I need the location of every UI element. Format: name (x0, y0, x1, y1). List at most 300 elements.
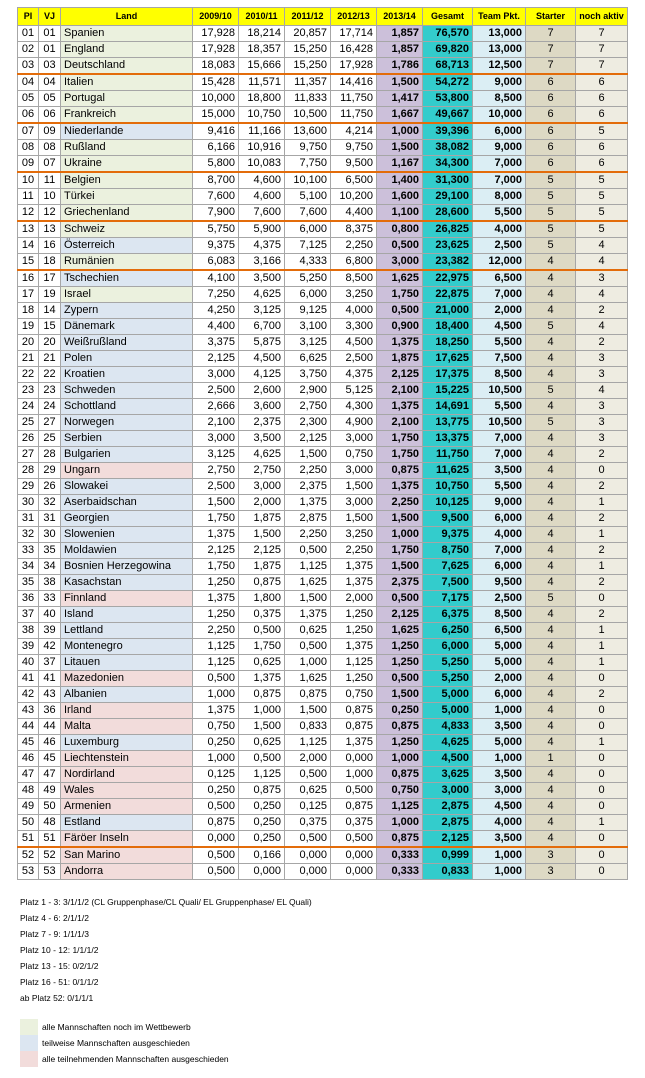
cell-land: Färöer Inseln (61, 831, 193, 848)
table-row (18, 399, 628, 415)
cell-gesamt: 76,570 (423, 26, 473, 42)
cell-pl: 11 (18, 189, 39, 205)
cell-2012-13: 4,400 (331, 205, 377, 222)
cell-2013-14: 1,375 (377, 399, 423, 415)
cell-pl: 05 (18, 91, 39, 107)
cell-2013-14: 1,667 (377, 107, 423, 124)
cell-pl: 33 (18, 543, 39, 559)
cell-2013-14: 1,100 (377, 205, 423, 222)
cell-2010-11: 3,125 (239, 303, 285, 319)
cell-2012-13: 11,750 (331, 91, 377, 107)
cell-land: Portugal (61, 91, 193, 107)
cell-2009-10: 17,928 (193, 26, 239, 42)
cell-starter: 4 (526, 575, 576, 591)
cell-2012-13: 0,500 (331, 783, 377, 799)
col-header-2010-11: 2010/11 (239, 8, 285, 26)
cell-vj: 18 (39, 254, 61, 271)
cell-vj: 38 (39, 575, 61, 591)
cell-team-pkt: 7,000 (473, 543, 526, 559)
cell-noch-aktiv: 0 (576, 864, 628, 880)
cell-2013-14: 1,400 (377, 172, 423, 189)
cell-vj: 48 (39, 815, 61, 831)
cell-land: Finnland (61, 591, 193, 607)
cell-vj: 05 (39, 91, 61, 107)
cell-2009-10: 10,000 (193, 91, 239, 107)
cell-2012-13: 9,500 (331, 156, 377, 173)
cell-vj: 43 (39, 687, 61, 703)
cell-2010-11: 2,375 (239, 415, 285, 431)
cell-2010-11: 5,900 (239, 221, 285, 238)
cell-noch-aktiv: 2 (576, 607, 628, 623)
cell-noch-aktiv: 1 (576, 527, 628, 543)
table-row (18, 511, 628, 527)
cell-starter: 4 (526, 367, 576, 383)
legend-item (20, 1019, 229, 1035)
cell-land: Schottland (61, 399, 193, 415)
cell-noch-aktiv: 2 (576, 511, 628, 527)
cell-starter: 3 (526, 864, 576, 880)
cell-vj: 37 (39, 655, 61, 671)
col-header-2012-13: 2012/13 (331, 8, 377, 26)
cell-team-pkt: 4,500 (473, 799, 526, 815)
cell-team-pkt: 3,000 (473, 783, 526, 799)
cell-2010-11: 18,800 (239, 91, 285, 107)
col-header-gesamt: Gesamt (423, 8, 473, 26)
cell-2011-12: 7,600 (285, 205, 331, 222)
cell-2009-10: 0,125 (193, 767, 239, 783)
cell-2012-13: 1,375 (331, 559, 377, 575)
cell-2009-10: 15,428 (193, 74, 239, 91)
cell-2009-10: 0,250 (193, 783, 239, 799)
cell-pl: 21 (18, 351, 39, 367)
cell-gesamt: 26,825 (423, 221, 473, 238)
cell-vj: 08 (39, 140, 61, 156)
cell-2010-11: 18,357 (239, 42, 285, 58)
cell-2009-10: 2,250 (193, 623, 239, 639)
cell-team-pkt: 3,500 (473, 767, 526, 783)
cell-noch-aktiv: 6 (576, 74, 628, 91)
col-header-team-pkt: Team Pkt. (473, 8, 526, 26)
cell-gesamt: 2,875 (423, 815, 473, 831)
legend-swatch (20, 1035, 38, 1051)
cell-2013-14: 0,875 (377, 719, 423, 735)
cell-2013-14: 1,750 (377, 543, 423, 559)
cell-2009-10: 9,375 (193, 238, 239, 254)
legend-swatch (20, 1019, 38, 1035)
cell-starter: 4 (526, 607, 576, 623)
table-row (18, 703, 628, 719)
cell-land: Zypern (61, 303, 193, 319)
table-row (18, 559, 628, 575)
cell-gesamt: 10,750 (423, 479, 473, 495)
cell-vj: 24 (39, 399, 61, 415)
cell-team-pkt: 6,000 (473, 687, 526, 703)
cell-2009-10: 3,000 (193, 367, 239, 383)
cell-gesamt: 4,625 (423, 735, 473, 751)
cell-land: Spanien (61, 26, 193, 42)
cell-2009-10: 2,666 (193, 399, 239, 415)
cell-noch-aktiv: 4 (576, 287, 628, 303)
cell-2012-13: 4,500 (331, 335, 377, 351)
col-header-vj: VJ (39, 8, 61, 26)
cell-vj: 12 (39, 205, 61, 222)
cell-2011-12: 2,250 (285, 527, 331, 543)
col-header-2011-12: 2011/12 (285, 8, 331, 26)
cell-pl: 19 (18, 319, 39, 335)
cell-pl: 52 (18, 847, 39, 864)
cell-noch-aktiv: 1 (576, 655, 628, 671)
cell-2012-13: 16,428 (331, 42, 377, 58)
cell-land: Tschechien (61, 270, 193, 287)
cell-2012-13: 1,375 (331, 639, 377, 655)
table-row (18, 495, 628, 511)
cell-2012-13: 17,928 (331, 58, 377, 75)
cell-2009-10: 9,416 (193, 123, 239, 140)
cell-2011-12: 5,250 (285, 270, 331, 287)
cell-2009-10: 1,500 (193, 495, 239, 511)
cell-starter: 4 (526, 815, 576, 831)
cell-team-pkt: 6,000 (473, 511, 526, 527)
cell-land: Ukraine (61, 156, 193, 173)
cell-team-pkt: 8,500 (473, 607, 526, 623)
cell-vj: 25 (39, 431, 61, 447)
cell-2011-12: 1,125 (285, 559, 331, 575)
cell-land: Belgien (61, 172, 193, 189)
cell-team-pkt: 13,000 (473, 26, 526, 42)
cell-noch-aktiv: 0 (576, 591, 628, 607)
cell-pl: 31 (18, 511, 39, 527)
cell-2010-11: 4,375 (239, 238, 285, 254)
cell-2009-10: 1,125 (193, 655, 239, 671)
cell-pl: 30 (18, 495, 39, 511)
cell-2009-10: 2,100 (193, 415, 239, 431)
cell-noch-aktiv: 6 (576, 91, 628, 107)
cell-2011-12: 0,625 (285, 623, 331, 639)
cell-vj: 16 (39, 238, 61, 254)
cell-pl: 28 (18, 463, 39, 479)
cell-land: Albanien (61, 687, 193, 703)
cell-team-pkt: 12,000 (473, 254, 526, 271)
note-line: Platz 4 - 6: 2/1/1/2 (20, 913, 89, 923)
cell-noch-aktiv: 5 (576, 189, 628, 205)
cell-noch-aktiv: 3 (576, 367, 628, 383)
cell-land: Irland (61, 703, 193, 719)
cell-2013-14: 1,750 (377, 431, 423, 447)
cell-land: Frankreich (61, 107, 193, 124)
cell-2010-11: 2,000 (239, 495, 285, 511)
cell-vj: 26 (39, 479, 61, 495)
cell-team-pkt: 10,000 (473, 107, 526, 124)
cell-2012-13: 1,375 (331, 575, 377, 591)
cell-vj: 39 (39, 623, 61, 639)
table-row (18, 751, 628, 767)
cell-2011-12: 7,125 (285, 238, 331, 254)
cell-2009-10: 5,800 (193, 156, 239, 173)
cell-noch-aktiv: 3 (576, 415, 628, 431)
cell-2011-12: 1,625 (285, 575, 331, 591)
cell-gesamt: 15,225 (423, 383, 473, 399)
cell-pl: 07 (18, 123, 39, 140)
cell-2009-10: 2,750 (193, 463, 239, 479)
cell-2010-11: 4,600 (239, 189, 285, 205)
table-row (18, 591, 628, 607)
cell-gesamt: 23,625 (423, 238, 473, 254)
cell-2011-12: 13,600 (285, 123, 331, 140)
cell-gesamt: 3,000 (423, 783, 473, 799)
cell-noch-aktiv: 3 (576, 270, 628, 287)
cell-2010-11: 0,250 (239, 831, 285, 848)
cell-2012-13: 1,250 (331, 623, 377, 639)
cell-vj: 50 (39, 799, 61, 815)
cell-vj: 40 (39, 607, 61, 623)
cell-vj: 19 (39, 287, 61, 303)
cell-2009-10: 1,250 (193, 575, 239, 591)
cell-pl: 10 (18, 172, 39, 189)
cell-2011-12: 6,625 (285, 351, 331, 367)
cell-2010-11: 10,916 (239, 140, 285, 156)
cell-2009-10: 7,900 (193, 205, 239, 222)
cell-team-pkt: 1,000 (473, 703, 526, 719)
table-row (18, 607, 628, 623)
cell-2012-13: 1,500 (331, 479, 377, 495)
cell-vj: 23 (39, 383, 61, 399)
cell-land: Schweden (61, 383, 193, 399)
cell-starter: 3 (526, 847, 576, 864)
cell-vj: 47 (39, 767, 61, 783)
cell-gesamt: 6,000 (423, 639, 473, 655)
cell-team-pkt: 8,500 (473, 367, 526, 383)
cell-2012-13: 3,000 (331, 431, 377, 447)
cell-2011-12: 2,750 (285, 399, 331, 415)
cell-2012-13: 4,375 (331, 367, 377, 383)
cell-2013-14: 1,250 (377, 655, 423, 671)
cell-2010-11: 0,625 (239, 655, 285, 671)
cell-land: Dänemark (61, 319, 193, 335)
cell-pl: 40 (18, 655, 39, 671)
cell-pl: 43 (18, 703, 39, 719)
cell-gesamt: 38,082 (423, 140, 473, 156)
cell-2010-11: 1,750 (239, 639, 285, 655)
cell-2011-12: 5,100 (285, 189, 331, 205)
cell-noch-aktiv: 7 (576, 58, 628, 75)
cell-2009-10: 1,375 (193, 703, 239, 719)
cell-gesamt: 10,125 (423, 495, 473, 511)
table-row (18, 783, 628, 799)
cell-2011-12: 1,500 (285, 447, 331, 463)
cell-starter: 4 (526, 719, 576, 735)
cell-2009-10: 6,083 (193, 254, 239, 271)
cell-gesamt: 31,300 (423, 172, 473, 189)
cell-2010-11: 10,083 (239, 156, 285, 173)
cell-team-pkt: 9,500 (473, 575, 526, 591)
cell-2011-12: 0,000 (285, 847, 331, 864)
table-row (18, 735, 628, 751)
cell-2011-12: 1,125 (285, 735, 331, 751)
table-row (18, 639, 628, 655)
cell-team-pkt: 10,500 (473, 383, 526, 399)
table-row (18, 687, 628, 703)
table-row (18, 335, 628, 351)
cell-2013-14: 0,500 (377, 238, 423, 254)
cell-2013-14: 1,000 (377, 527, 423, 543)
cell-team-pkt: 1,000 (473, 864, 526, 880)
cell-pl: 35 (18, 575, 39, 591)
cell-land: Lettland (61, 623, 193, 639)
cell-noch-aktiv: 4 (576, 254, 628, 271)
cell-2013-14: 1,000 (377, 123, 423, 140)
cell-starter: 4 (526, 270, 576, 287)
cell-pl: 42 (18, 687, 39, 703)
cell-vj: 13 (39, 221, 61, 238)
cell-2012-13: 1,500 (331, 511, 377, 527)
cell-vj: 31 (39, 511, 61, 527)
cell-2009-10: 5,750 (193, 221, 239, 238)
cell-2010-11: 0,875 (239, 783, 285, 799)
cell-2010-11: 18,214 (239, 26, 285, 42)
cell-noch-aktiv: 2 (576, 479, 628, 495)
cell-team-pkt: 3,500 (473, 719, 526, 735)
cell-2012-13: 0,875 (331, 703, 377, 719)
cell-gesamt: 0,833 (423, 864, 473, 880)
cell-team-pkt: 7,000 (473, 172, 526, 189)
cell-land: Moldawien (61, 543, 193, 559)
cell-land: Rumänien (61, 254, 193, 271)
cell-land: Schweiz (61, 221, 193, 238)
cell-2012-13: 4,000 (331, 303, 377, 319)
cell-2010-11: 5,875 (239, 335, 285, 351)
cell-2010-11: 1,875 (239, 511, 285, 527)
cell-noch-aktiv: 6 (576, 140, 628, 156)
cell-starter: 4 (526, 799, 576, 815)
cell-team-pkt: 3,500 (473, 831, 526, 848)
cell-pl: 50 (18, 815, 39, 831)
cell-2013-14: 1,375 (377, 335, 423, 351)
cell-noch-aktiv: 0 (576, 751, 628, 767)
cell-vj: 17 (39, 270, 61, 287)
cell-land: Nordirland (61, 767, 193, 783)
cell-2010-11: 4,500 (239, 351, 285, 367)
cell-2009-10: 2,125 (193, 543, 239, 559)
col-header-2013-14: 2013/14 (377, 8, 423, 26)
cell-noch-aktiv: 2 (576, 543, 628, 559)
cell-2013-14: 1,500 (377, 511, 423, 527)
cell-noch-aktiv: 4 (576, 319, 628, 335)
cell-vj: 53 (39, 864, 61, 880)
cell-starter: 6 (526, 107, 576, 124)
cell-gesamt: 22,975 (423, 270, 473, 287)
cell-noch-aktiv: 1 (576, 735, 628, 751)
cell-2011-12: 1,500 (285, 591, 331, 607)
cell-2013-14: 1,786 (377, 58, 423, 75)
cell-gesamt: 14,691 (423, 399, 473, 415)
cell-noch-aktiv: 5 (576, 221, 628, 238)
cell-2010-11: 0,875 (239, 575, 285, 591)
cell-2013-14: 1,250 (377, 735, 423, 751)
cell-2009-10: 18,083 (193, 58, 239, 75)
table-row (18, 767, 628, 783)
cell-noch-aktiv: 4 (576, 383, 628, 399)
cell-gesamt: 22,875 (423, 287, 473, 303)
cell-2010-11: 0,000 (239, 864, 285, 880)
cell-2013-14: 1,857 (377, 42, 423, 58)
cell-gesamt: 49,667 (423, 107, 473, 124)
table-row (18, 415, 628, 431)
cell-starter: 4 (526, 671, 576, 687)
note-line: Platz 13 - 15: 0/2/1/2 (20, 961, 99, 971)
cell-vj: 30 (39, 527, 61, 543)
cell-starter: 4 (526, 703, 576, 719)
cell-land: Bulgarien (61, 447, 193, 463)
cell-starter: 4 (526, 687, 576, 703)
cell-pl: 22 (18, 367, 39, 383)
cell-2012-13: 2,000 (331, 591, 377, 607)
cell-land: Deutschland (61, 58, 193, 75)
cell-starter: 5 (526, 205, 576, 222)
cell-noch-aktiv: 2 (576, 447, 628, 463)
cell-starter: 6 (526, 91, 576, 107)
cell-pl: 20 (18, 335, 39, 351)
table-row (18, 847, 628, 864)
cell-starter: 6 (526, 140, 576, 156)
cell-2011-12: 2,125 (285, 431, 331, 447)
cell-2012-13: 0,500 (331, 831, 377, 848)
cell-2013-14: 1,625 (377, 270, 423, 287)
cell-pl: 12 (18, 205, 39, 222)
cell-gesamt: 5,250 (423, 671, 473, 687)
cell-starter: 4 (526, 495, 576, 511)
cell-starter: 4 (526, 463, 576, 479)
table-row (18, 479, 628, 495)
cell-2013-14: 1,500 (377, 559, 423, 575)
cell-noch-aktiv: 7 (576, 42, 628, 58)
cell-2013-14: 1,750 (377, 287, 423, 303)
cell-starter: 7 (526, 58, 576, 75)
cell-2012-13: 0,000 (331, 751, 377, 767)
cell-2010-11: 6,700 (239, 319, 285, 335)
cell-2012-13: 2,500 (331, 351, 377, 367)
cell-2011-12: 1,375 (285, 607, 331, 623)
cell-2009-10: 4,400 (193, 319, 239, 335)
cell-2011-12: 1,000 (285, 655, 331, 671)
cell-pl: 15 (18, 254, 39, 271)
cell-noch-aktiv: 2 (576, 335, 628, 351)
cell-team-pkt: 2,500 (473, 591, 526, 607)
cell-noch-aktiv: 4 (576, 238, 628, 254)
table-row (18, 205, 628, 222)
cell-2011-12: 11,833 (285, 91, 331, 107)
cell-starter: 5 (526, 591, 576, 607)
table-row (18, 91, 628, 107)
cell-vj: 01 (39, 26, 61, 42)
cell-pl: 08 (18, 140, 39, 156)
cell-2013-14: 1,250 (377, 639, 423, 655)
cell-land: Litauen (61, 655, 193, 671)
cell-land: Bosnien Herzegowina (61, 559, 193, 575)
cell-team-pkt: 7,000 (473, 447, 526, 463)
legend-label: alle teilnehmenden Mannschaften ausgeschieden (42, 1054, 229, 1064)
cell-2011-12: 10,500 (285, 107, 331, 124)
cell-2009-10: 3,375 (193, 335, 239, 351)
cell-starter: 4 (526, 303, 576, 319)
cell-vj: 01 (39, 42, 61, 58)
legend-label: alle Mannschaften noch im Wettbewerb (42, 1022, 191, 1032)
cell-gesamt: 7,625 (423, 559, 473, 575)
cell-land: Slowenien (61, 527, 193, 543)
cell-2010-11: 0,250 (239, 799, 285, 815)
cell-land: Island (61, 607, 193, 623)
cell-2012-13: 4,900 (331, 415, 377, 431)
cell-gesamt: 9,375 (423, 527, 473, 543)
